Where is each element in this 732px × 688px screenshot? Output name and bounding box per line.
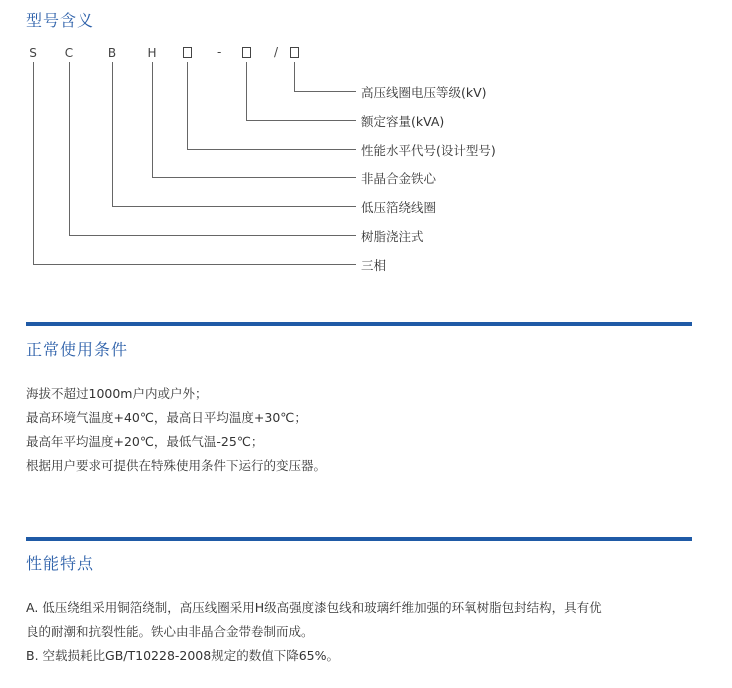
model-meaning-title: 型号含义 xyxy=(26,11,95,30)
leader-h-s xyxy=(33,264,356,265)
desc-resin-cast: 树脂浇注式 xyxy=(361,229,424,244)
leader-line-capacity xyxy=(246,62,247,120)
code-letter-s: S xyxy=(29,46,37,60)
leader-line-c xyxy=(69,62,70,235)
code-box-capacity xyxy=(242,47,251,58)
code-letter-c: C xyxy=(64,46,74,60)
desc-voltage-level: 高压线圈电压等级(kV) xyxy=(361,85,487,100)
desc-foil-winding: 低压箔绕线圈 xyxy=(361,200,437,215)
desc-three-phase: 三相 xyxy=(361,258,387,273)
leader-line-b xyxy=(112,62,113,206)
leader-h-voltage xyxy=(294,91,356,92)
desc-performance-code: 性能水平代号(设计型号) xyxy=(361,143,496,158)
leader-h-c xyxy=(69,235,356,236)
leader-line-voltage xyxy=(294,62,295,91)
code-letter-h: H xyxy=(147,46,157,60)
conditions-line: 海拔不超过1000m户内或户外； xyxy=(26,386,208,401)
section-divider-features xyxy=(26,537,692,541)
section-divider-conditions xyxy=(26,322,692,326)
code-dash: - xyxy=(217,45,222,59)
leader-h-performance xyxy=(187,149,356,150)
features-text xyxy=(26,596,602,668)
code-slash: / xyxy=(274,45,279,59)
leader-h-capacity xyxy=(246,120,356,121)
conditions-line: 最高年平均温度+20℃，最低气温-25℃； xyxy=(26,434,264,449)
conditions-title: 正常使用条件 xyxy=(26,340,129,359)
conditions-line: 根据用户要求可提供在特殊使用条件下运行的变压器。 xyxy=(26,458,327,473)
code-box-voltage xyxy=(290,47,299,58)
features-title: 性能特点 xyxy=(26,554,95,573)
leader-line-h xyxy=(152,62,153,177)
features-line: B. 空载损耗比GB/T10228-2008规定的数值下降65%。 xyxy=(26,648,340,663)
features-line: 良的耐潮和抗裂性能。铁心由非晶合金带卷制而成。 xyxy=(26,624,314,639)
conditions-text xyxy=(26,382,326,478)
conditions-line: 最高环境气温度+40℃，最高日平均温度+30℃； xyxy=(26,410,307,425)
desc-amorphous-core: 非晶合金铁心 xyxy=(361,171,437,186)
leader-line-performance xyxy=(187,62,188,149)
code-box-performance xyxy=(183,47,192,58)
leader-line-s xyxy=(33,62,34,264)
code-letter-b: B xyxy=(107,46,117,60)
features-line: A. 低压绕组采用铜箔绕制，高压线圈采用H级高强度漆包线和玻璃纤维加强的环氧树脂包封结构，具有优 xyxy=(26,600,602,615)
leader-h-h xyxy=(152,177,356,178)
desc-rated-capacity: 额定容量(kVA) xyxy=(361,114,445,129)
leader-h-b xyxy=(112,206,356,207)
